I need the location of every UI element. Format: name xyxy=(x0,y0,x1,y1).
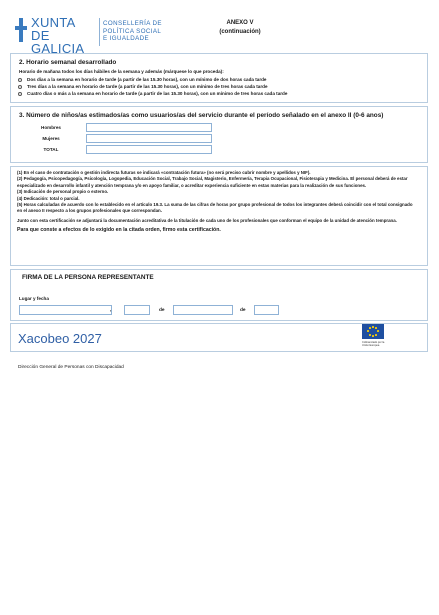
section3-title: 3. Número de niños/as estimados/as como usuarios/as del servicio durante el período señalado en el anexo II (0-6 anos) xyxy=(19,112,384,119)
de-separator-2: de xyxy=(240,308,246,313)
note-certification: Para que conste a efectos de lo exigido en la citada orden, firmo esta certificación. xyxy=(17,227,221,234)
eu-flag-icon xyxy=(362,324,384,339)
note-4: (4) Dedicación: total o parcial. xyxy=(17,195,80,201)
annex-title xyxy=(180,19,300,37)
annex-title-main: ANEXO V xyxy=(226,20,254,26)
eu-cofinance-text xyxy=(362,341,402,347)
note-5: (5) Horas calculadas de acuerdo con lo establecido en el artículo 19.3. La suma de las cifras de horas por grupo profesional de todos los integrantes deberá coincidir con el total consignado en el anexo II respecto a los grupos profesionales que correspondan. xyxy=(17,202,413,214)
section-children-count xyxy=(10,106,428,163)
comma-separator: , xyxy=(110,308,112,313)
xacobeo-logo: Xacobeo 2027 xyxy=(18,331,102,346)
logo-divider xyxy=(99,18,100,46)
hombres-input[interactable] xyxy=(86,123,212,132)
note-attachment: Junto con esta certificación se adjuntará la documentación acreditativa de la titulación de cada uno de los profesionales que conforman el equipo de la unidad de atención temprana. xyxy=(17,217,397,223)
row-label-hombres: Hombres xyxy=(41,125,61,130)
radio-icon[interactable] xyxy=(18,92,22,96)
place-input[interactable] xyxy=(19,305,112,315)
mujeres-input[interactable] xyxy=(86,134,212,143)
notes-block xyxy=(17,170,415,234)
radio-icon[interactable] xyxy=(18,78,22,82)
dept-line3: E IGUALDADE xyxy=(103,35,150,43)
logo-line2: DE GALICIA xyxy=(31,28,85,56)
place-date-label: Lugar y fecha xyxy=(19,296,49,301)
signature-title: FIRMA DE LA PERSONA REPRESENTANTE xyxy=(22,274,154,281)
signature-section xyxy=(10,269,428,321)
annex-title-sub: (continuación) xyxy=(219,29,261,35)
option-two-days[interactable] xyxy=(18,77,266,82)
option-four-days[interactable] xyxy=(18,91,287,96)
eu-line2: Unión Europea xyxy=(362,344,380,348)
option-label: Cuatro días o más a la semana en horario de tarde (a partir de las 15.30 horas), con un mínimo de tres horas cada tarde xyxy=(27,91,288,96)
option-label: Dos días a la semana en horario de tarde (a partir de las 15.30 horas), con un mínimo de dos horas cada tarde xyxy=(27,77,267,82)
footer-department: Dirección General de Personas con Discapacidad xyxy=(18,365,124,370)
xunta-emblem-icon xyxy=(15,18,27,42)
section-weekly-schedule xyxy=(10,53,428,103)
month-input[interactable] xyxy=(173,305,233,315)
dept-line1: CONSELLERÍA DE xyxy=(103,20,162,27)
section2-intro: Horario de mañana todos los días hábiles de la semana y además (márquese lo que proceda): xyxy=(19,69,224,74)
option-label: Tres días a la semana en horario de tarde (a partir de las 15.30 horas), con un mínimo de tres horas cada tarde xyxy=(27,84,268,89)
note-1: (1) En el caso de contratación o gestión indirecta futuras se indicará «contratación futura» (no será preciso cubrir nombre y apellidos y NIF). xyxy=(17,170,311,175)
row-label-total: TOTAL xyxy=(43,147,59,152)
de-separator-1: de xyxy=(159,308,165,313)
year-input[interactable] xyxy=(254,305,279,315)
total-input[interactable] xyxy=(86,145,212,154)
eu-line1: Cofinanciado por la xyxy=(362,341,385,344)
radio-icon[interactable] xyxy=(18,85,22,89)
row-label-mujeres: Mujeres xyxy=(42,136,60,141)
note-3: (3) Indicación de personal propio o externo. xyxy=(17,189,109,195)
xunta-logo xyxy=(15,15,97,56)
section2-title: 2. Horario semanal desarrollado xyxy=(19,59,117,66)
logo-line1: XUNTA xyxy=(31,15,76,30)
dept-line2: POLÍTICA SOCIAL xyxy=(103,27,162,35)
note-2: (2) Pedagogía, Psicopedagogía, Psicología, Logopedia, Educación Social, Trabajo Social, Magisterio, Enfermería, Terapia Ocupacional, Fisioterapia y Medicina. El personal deberá de estar especializado en desarrollo infantil y atención temprana y/o en apoyo familiar, o acreditar experiencia suficiente en estas materias para la realización de sus funciones. xyxy=(17,176,408,188)
option-three-days[interactable] xyxy=(18,84,268,89)
day-input[interactable] xyxy=(124,305,150,315)
department-name xyxy=(103,20,162,43)
